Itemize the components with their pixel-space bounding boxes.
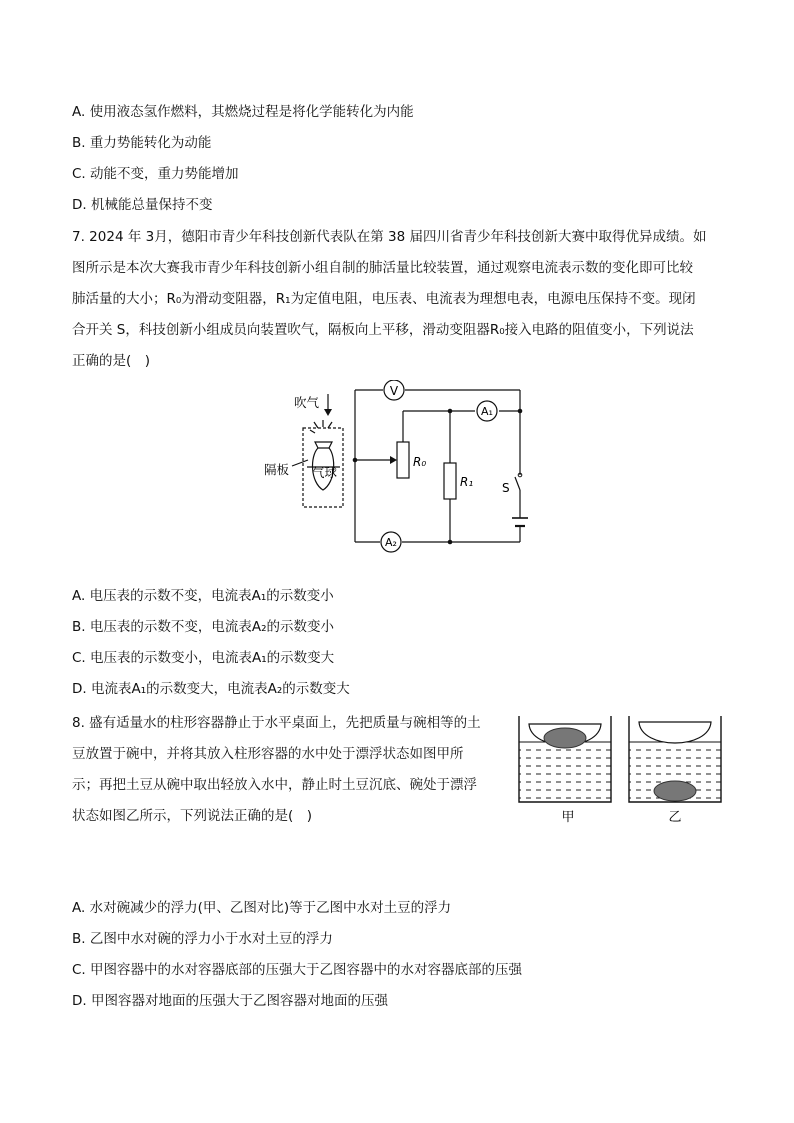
- ammeter-a2-label: A₂: [385, 536, 397, 549]
- label-jia: 甲: [561, 810, 575, 825]
- q6-option-b: B. 重力势能转化为动能: [72, 135, 212, 151]
- q8-option-a: A. 水对碗减少的浮力(甲、乙图对比)等于乙图中水对土豆的浮力: [72, 900, 452, 916]
- q8-stem-line-4: 状态如图乙所示，下列说法正确的是( ): [72, 808, 313, 824]
- switch-label: S: [502, 481, 510, 495]
- q7-circuit-diagram: [260, 380, 540, 555]
- q8-option-c: C. 甲图容器中的水对容器底部的压强大于乙图容器中的水对容器底部的压强: [72, 962, 523, 978]
- container-jia: [519, 716, 611, 802]
- r0-label: R₀: [413, 455, 427, 469]
- container-yi: [629, 716, 721, 802]
- q7-stem-line-3: 肺活量的大小；R₀为滑动变阻器，R₁为定值电阻，电压表、电流表为理想电表，电源电压保持不变。现闭: [72, 291, 696, 307]
- q8-containers-figure: [515, 714, 727, 826]
- q6-option-d: D. 机械能总量保持不变: [72, 197, 213, 213]
- r1-label: R₁: [460, 475, 474, 489]
- voltmeter-label: V: [389, 384, 399, 398]
- q7-option-b: B. 电压表的示数不变，电流表A₂的示数变小: [72, 619, 334, 635]
- q6-option-c: C. 动能不变，重力势能增加: [72, 166, 239, 182]
- ammeter-a1-label: A₁: [481, 405, 493, 418]
- q8-stem-line-2: 豆放置于碗中，并将其放入柱形容器的水中处于漂浮状态如图甲所: [72, 746, 464, 762]
- q7-option-c: C. 电压表的示数变小，电流表A₁的示数变大: [72, 650, 335, 666]
- label-yi: 乙: [668, 810, 682, 825]
- q8-stem-line-3: 示；再把土豆从碗中取出轻放入水中，静止时土豆沉底、碗处于漂浮: [72, 777, 477, 793]
- partition-label: 隔板: [264, 462, 290, 477]
- q8-stem-line-1: 8. 盛有适量水的柱形容器静止于水平桌面上，先把质量与碗相等的土: [72, 715, 481, 731]
- balloon-label: 气球: [312, 465, 338, 480]
- blow-label: 吹气: [294, 395, 320, 410]
- q7-option-a: A. 电压表的示数不变，电流表A₁的示数变小: [72, 588, 334, 604]
- q8-option-d: D. 甲图容器对地面的压强大于乙图容器对地面的压强: [72, 993, 388, 1009]
- q7-option-d: D. 电流表A₁的示数变大，电流表A₂的示数变大: [72, 681, 350, 697]
- q6-option-a: A. 使用液态氢作燃料，其燃烧过程是将化学能转化为内能: [72, 104, 414, 120]
- q7-stem-line-4: 合开关 S，科技创新小组成员向装置吹气，隔板向上平移，滑动变阻器R₀接入电路的阻值变小，下列说法: [72, 322, 694, 338]
- q7-stem-line-1: 7. 2024 年 3月，德阳市青少年科技创新代表队在第 38 届四川省青少年科技创新大赛中取得优异成绩。如: [72, 229, 707, 245]
- q8-option-b: B. 乙图中水对碗的浮力小于水对土豆的浮力: [72, 931, 333, 947]
- q7-stem-line-2: 图所示是本次大赛我市青少年科技创新小组自制的肺活量比较装置，通过观察电流表示数的变化即可比较: [72, 260, 693, 276]
- q7-stem-line-5: 正确的是( ): [72, 353, 151, 369]
